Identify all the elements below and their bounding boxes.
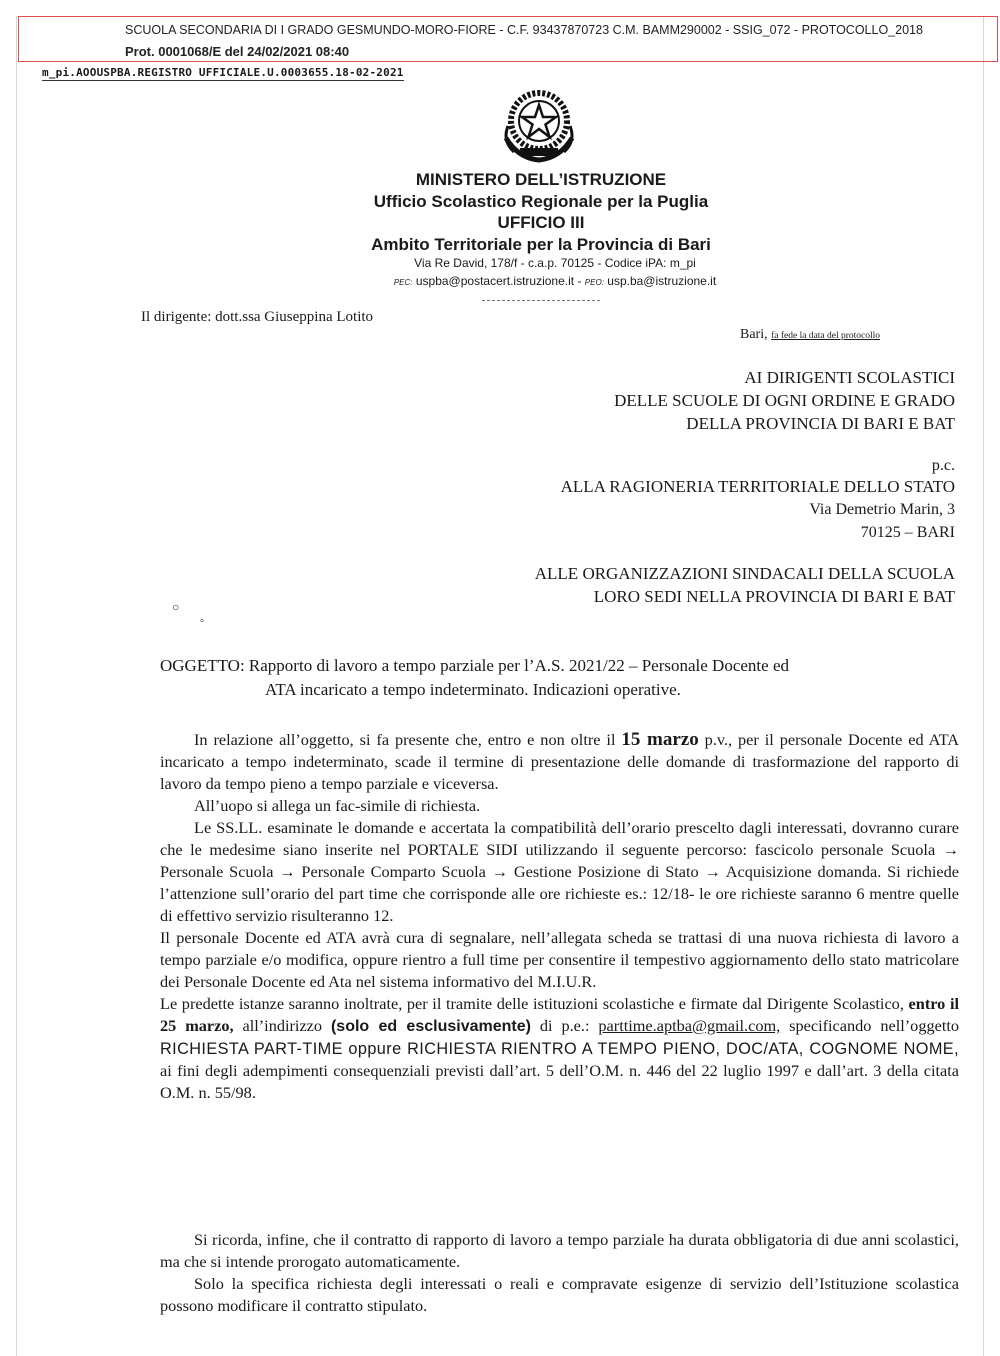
italian-republic-emblem-icon — [498, 86, 580, 166]
submission-email-link[interactable]: parttime.aptba@gmail.com, — [598, 1016, 781, 1035]
paragraph-modification: Solo la specifica richiesta degli interessati o reali e compravate esigenze di servizio dell’Istituzione scolastica possono modificare il contratto stipulato. — [160, 1274, 959, 1315]
recipient-line: ALLA RAGIONERIA TERRITORIALE DELLO STATO — [560, 477, 955, 496]
text-run: Le predette istanze saranno inoltrate, per il tramite delle istituzioni scolastiche e firmate dal Dirigente Scolastico, — [160, 994, 904, 1013]
stamp-school-line: SCUOLA SECONDARIA DI I GRADO GESMUNDO-MORO-FIORE - C.F. 93437870723 C.M. BAMM290002 - SSIG_072 - PROTOCOLLO_2018 — [125, 23, 923, 37]
recipient-line: LORO SEDI NELLA PROVINCIA DI BARI E BAT — [593, 587, 955, 606]
text-run: all’indirizzo — [242, 1016, 323, 1035]
subject-line: ATA incaricato a tempo indeterminato. Indicazioni operative. — [265, 680, 681, 699]
office-unit: UFFICIO III — [497, 213, 585, 232]
stamp-protocol-number: Prot. 0001068/E del 24/02/2021 08:40 — [125, 44, 350, 59]
recipient-line: AI DIRIGENTI SCOLASTICI — [744, 368, 955, 387]
recipient-line: 70125 – BARI — [860, 524, 955, 541]
dirigente-line: Il dirigente: dott.ssa Giuseppina Lotito — [141, 309, 374, 325]
submission-deadline: entro il 25 marzo, — [160, 994, 959, 1035]
email-subject-format: RICHIESTA PART-TIME oppure RICHIESTA RIENTRO A TEMPO PIENO, DOC/ATA, COGNOME NOME, — [160, 1040, 959, 1058]
office-address: Via Re David, 178/f - c.a.p. 70125 - Codice iPA: m_pi — [414, 256, 696, 270]
subject-block — [160, 654, 789, 702]
text-run: di p.e.: — [539, 1016, 590, 1035]
deadline-date: 15 marzo — [621, 729, 699, 750]
peo-label: PEO: — [584, 278, 604, 287]
letter-body-closing — [160, 1229, 959, 1317]
exclusive-note: (solo ed esclusivamente) — [330, 1018, 531, 1035]
paragraph-personnel: Il personale Docente ed ATA avrà cura di segnalare, nell’allegata scheda se trattasi di una nuova richiesta di lavoro a tempo parziale e/o modifica, oppure rientro a full time per consentire il tempestivo aggiornamento dello stato matricolare dei Personale Docente ed Ata nel sistema informativo del M.I.U.R. — [160, 928, 959, 991]
scan-speck: ° — [200, 618, 204, 629]
paragraph-duration: Si ricorda, infine, che il contratto di rapporto di lavoro a tempo parziale ha durata obbligatoria di due anni scolastici, ma che si intende prorogato automaticamente. — [160, 1230, 959, 1271]
subject-line: OGGETTO: Rapporto di lavoro a tempo parziale per l’A.S. 2021/22 – Personale Docente ed — [160, 656, 789, 675]
text-run: In relazione all’oggetto, si fa presente che, entro e non oltre il — [194, 730, 616, 749]
place-date — [740, 327, 880, 343]
peo-address: usp.ba@istruzione.it — [607, 274, 717, 288]
ministry-name: MINISTERO DELL’ISTRUZIONE — [415, 170, 667, 189]
recipient-line: DELLA PROVINCIA DI BARI E BAT — [686, 414, 955, 433]
letter-body — [160, 729, 959, 1104]
pc-label: p.c. — [931, 457, 955, 474]
pec-label: PEC: — [393, 278, 413, 287]
date-note: fa fede la data del protocollo — [771, 331, 881, 341]
registry-code: m_pi.AOOUSPBA.REGISTRO UFFICIALE.U.0003655.18-02-2021 — [42, 66, 404, 79]
recipient-line: DELLE SCUOLE DI OGNI ORDINE E GRADO — [614, 391, 955, 410]
recipient-group-ragioneria — [561, 475, 955, 544]
text-run: p.v., per il personale Docente ed ATA incaricato a tempo indeterminato, scade il termine di presentazione delle domande di trasformazione del rapporto di lavoro da tempo pieno a tempo parziale e viceversa. — [160, 730, 959, 793]
protocol-stamp — [18, 16, 998, 62]
contact-emails — [0, 274, 1000, 288]
recipient-line: ALLE ORGANIZZAZIONI SINDACALI DELLA SCUOLA — [534, 564, 955, 583]
territorial-area: Ambito Territoriale per la Provincia di Bari — [371, 235, 711, 254]
recipient-group-unions — [535, 562, 955, 608]
recipient-group-schools — [614, 366, 955, 435]
recipient-line: Via Demetrio Marin, 3 — [809, 501, 955, 518]
header-divider — [482, 300, 600, 301]
regional-office: Ufficio Scolastico Regionale per la Puglia — [373, 192, 709, 211]
paragraph-sidi: Le SS.LL. esaminate le domande e accertata la compatibilità dell’orario prescelto dagli interessati, dovranno curare che le medesime siano inserite nel PORTALE SIDI utilizzando il seguente percorso: fascicolo personale Scuola → Personale Scuola → Personale Comparto Scuola → Gestione Posizione di Stato → Acquisizione domanda. Si richiede l’attenzione sull’orario del part time che corrisponde alle ore richieste es.: 12/18- le ore richieste saranno 6 mentre quelle di effettivo servizio risulteranno 12. — [160, 818, 959, 925]
contact-separator: - — [577, 274, 582, 288]
place-city: Bari, — [740, 327, 768, 342]
pec-address: uspba@postacert.istruzione.it — [415, 274, 575, 288]
paragraph-attachment: All’uopo si allega un fac-simile di richiesta. — [194, 796, 481, 815]
paragraph-submission — [160, 993, 959, 1104]
text-run: ai fini degli adempimenti consequenziali previsti dall’art. 5 dell’O.M. n. 446 del 22 luglio 1997 e dall’art. 3 della citata O.M. n. 55/98. — [160, 1061, 959, 1102]
paragraph-deadline — [160, 729, 959, 795]
scan-speck: ○ — [172, 600, 180, 614]
text-run: specificando nell’oggetto — [789, 1016, 960, 1035]
